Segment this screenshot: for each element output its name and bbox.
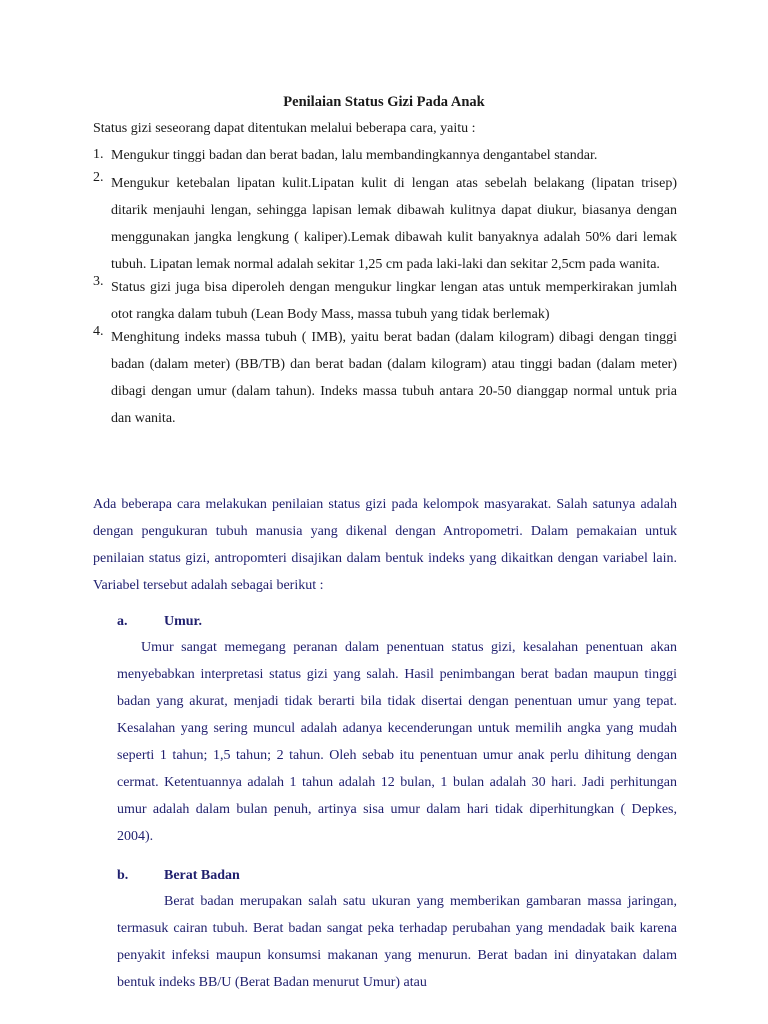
list-item-text: Status gizi juga bisa diperoleh dengan mengukur lingkar lengan atas untuk memperkirakan jumlah otot rangka dalam tubuh (Lean Body Mass, massa tubuh yang tidak berlemak): [111, 280, 677, 322]
list-item: [93, 147, 677, 165]
section-b-body: Berat badan merupakan salah satu ukuran yang memberikan gambaran massa jaringan, termasuk cairan tubuh. Berat badan sangat peka terhadap perubahan yang mendadak baik karena penyakit infeksi maupun konsumsi makanan yang menurun. Berat badan ini dinyatakan dalam bentuk indeks BB/U (Berat Badan menurut Umur) atau: [117, 894, 677, 990]
list-item-number: 3.: [93, 274, 104, 289]
list-item: [93, 324, 677, 432]
list-item-text: Menghitung indeks massa tubuh ( IMB), yaitu berat badan (dalam kilogram) dibagi dengan tinggi badan (dalam meter) (BB/TB) dan berat badan (dalam kilogram) atau tinggi badan (dalam meter) dibagi dengan umur (dalam tahun). Indeks massa tubuh antara 20-50 dianggap normal untuk pria dan wanita.: [111, 330, 677, 426]
section-b-heading: [117, 867, 240, 885]
list-item-number: 4.: [93, 324, 104, 339]
page-title: Penilaian Status Gizi Pada Anak: [283, 94, 485, 110]
section-a-letter: a.: [117, 614, 128, 629]
list-item-number: 2.: [93, 170, 104, 185]
section-b-title: Berat Badan: [164, 868, 240, 883]
section-b-letter: b.: [117, 868, 129, 883]
list-item-text: Mengukur tinggi badan dan berat badan, lalu membandingkannya dengantabel standar.: [111, 148, 598, 163]
section-a-heading: [117, 613, 202, 631]
list-item-text: Mengukur ketebalan lipatan kulit.Lipatan kulit di lengan atas sebelah belakang (lipatan trisep) ditarik menjauhi lengan, sehingga lapisan lemak dibawah kulitnya dapat diukur, biasanya dengan menggunakan jangka lengkung ( kaliper).Lemak dibawah kulit banyaknya adalah 50% dari lemak tubuh. Lipatan lemak normal adalah sekitar 1,25 cm pada laki-laki dan sekitar 2,5cm pada wanita.: [111, 176, 677, 272]
antropometri-paragraph: Ada beberapa cara melakukan penilaian status gizi pada kelompok masyarakat. Salah satunya adalah dengan pengukuran tubuh manusia yang dikenal dengan Antropometri. Dalam pemakaian untuk penilaian status gizi, antropomteri disajikan dalam bentuk indeks yang dikaitkan dengan variabel lain. Variabel tersebut adalah sebagai berikut :: [93, 497, 677, 593]
section-a-title: Umur.: [164, 614, 202, 629]
numbered-list: [93, 147, 677, 432]
list-item: [93, 170, 677, 278]
list-item-number: 1.: [93, 147, 104, 162]
intro-text: Status gizi seseorang dapat ditentukan melalui beberapa cara, yaitu :: [93, 121, 476, 136]
list-item: [93, 274, 677, 328]
section-a-body: Umur sangat memegang peranan dalam penentuan status gizi, kesalahan penentuan akan menyebabkan interpretasi status gizi yang salah. Hasil penimbangan berat badan maupun tinggi badan yang akurat, menjadi tidak berarti bila tidak disertai dengan penentuan umur yang tepat. Kesalahan yang sering muncul adalah adanya kecenderungan untuk memilih angka yang mudah seperti 1 tahun; 1,5 tahun; 2 tahun. Oleh sebab itu penentuan umur anak perlu dihitung dengan cermat. Ketentuannya adalah 1 tahun adalah 12 bulan, 1 bulan adalah 30 hari. Jadi perhitungan umur adalah dalam bulan penuh, artinya sisa umur dalam hari tidak diperhitungkan ( Depkes, 2004).: [117, 640, 677, 844]
